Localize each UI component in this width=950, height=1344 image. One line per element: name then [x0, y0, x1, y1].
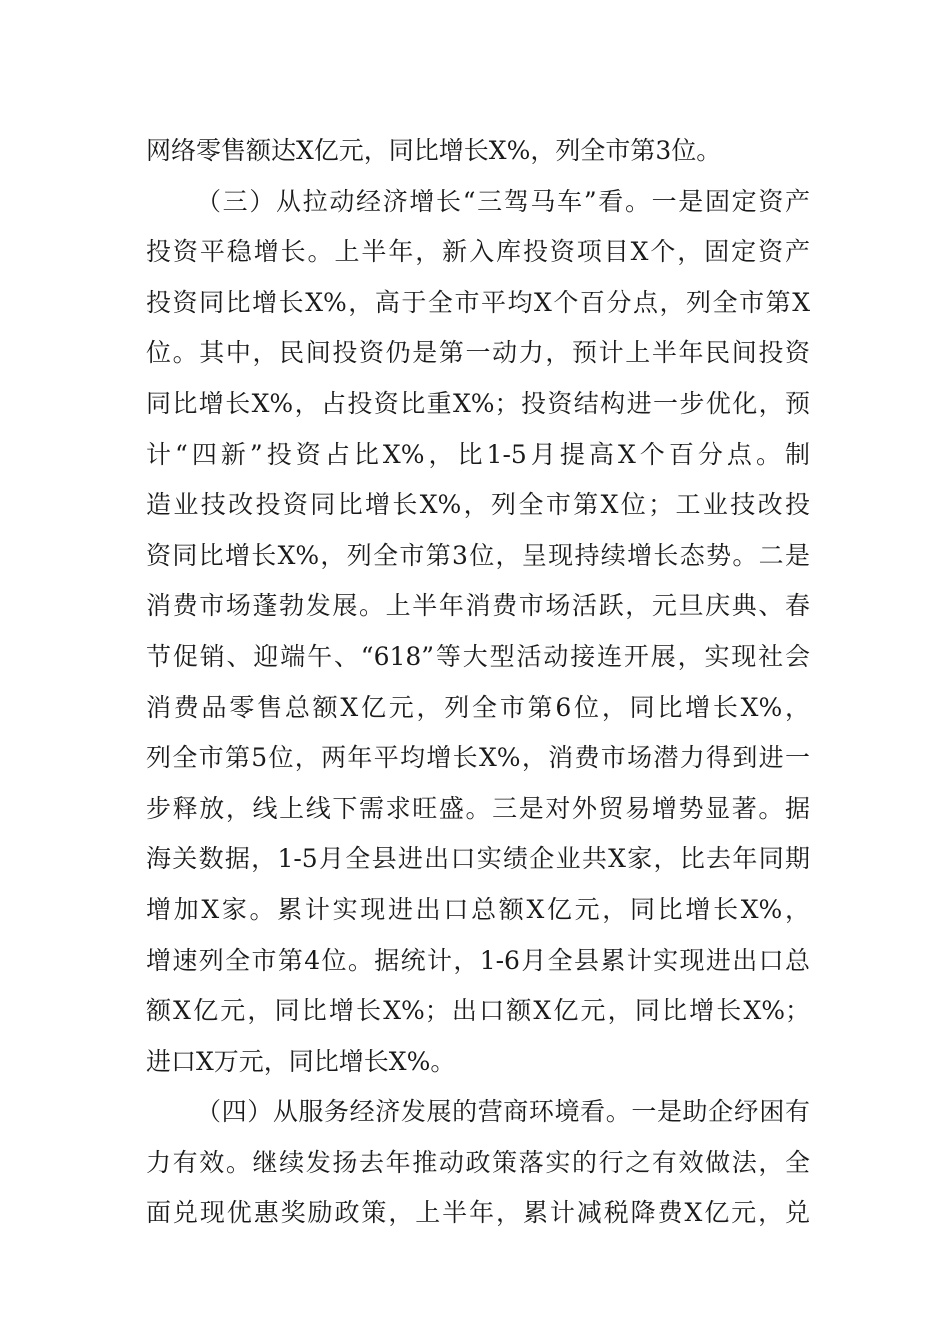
text-line: 增速列全市第4位。据统计，1-6月全县累计实现进出口总 [146, 945, 810, 975]
paragraph-start-line: （四）从服务经济发展的营商环境看。一是助企纾困有 [196, 1097, 810, 1127]
body-text [146, 126, 810, 1239]
text-line: 同比增长X%，占投资比重X%；投资结构进一步优化，预 [146, 388, 810, 418]
text-line: 网络零售额达X亿元，同比增长X%，列全市第3位。 [146, 136, 722, 165]
paragraph-start-line: （三）从拉动经济增长“三驾马车”看。一是固定资产 [196, 186, 810, 216]
text-line: 位。其中，民间投资仍是第一动力，预计上半年民间投资 [146, 338, 810, 368]
text-line: 海关数据，1-5月全县进出口实绩企业共X家，比去年同期 [146, 844, 810, 874]
text-line: 计“四新”投资占比X%，比1-5月提高X个百分点。制 [146, 439, 810, 469]
text-line: 增加X家。累计实现进出口总额X亿元，同比增长X%， [146, 894, 810, 924]
text-line: 投资平稳增长。上半年，新入库投资项目X个，固定资产 [146, 237, 810, 267]
text-line: 面兑现优惠奖励政策，上半年，累计减税降费X亿元，兑 [146, 1198, 810, 1228]
text-line: 投资同比增长X%，高于全市平均X个百分点，列全市第X [146, 287, 810, 317]
text-line: 力有效。继续发扬去年推动政策落实的行之有效做法，全 [146, 1147, 810, 1177]
text-line: 额X亿元，同比增长X%；出口额X亿元，同比增长X%； [146, 996, 810, 1026]
text-line: 步释放，线上线下需求旺盛。三是对外贸易增势显著。据 [146, 793, 810, 823]
text-line: 列全市第5位，两年平均增长X%，消费市场潜力得到进一 [146, 743, 810, 773]
text-line: 消费市场蓬勃发展。上半年消费市场活跃，元旦庆典、春 [146, 591, 810, 621]
text-line: 进口X万元，同比增长X%。 [146, 1046, 456, 1076]
text-line: 造业技改投资同比增长X%，列全市第X位；工业技改投 [146, 490, 810, 520]
text-line: 资同比增长X%，列全市第3位，呈现持续增长态势。二是 [146, 540, 810, 570]
text-line: 节促销、迎端午、“618”等大型活动接连开展，实现社会 [146, 641, 810, 671]
text-line: 消费品零售总额X亿元，列全市第6位，同比增长X%， [146, 692, 810, 722]
